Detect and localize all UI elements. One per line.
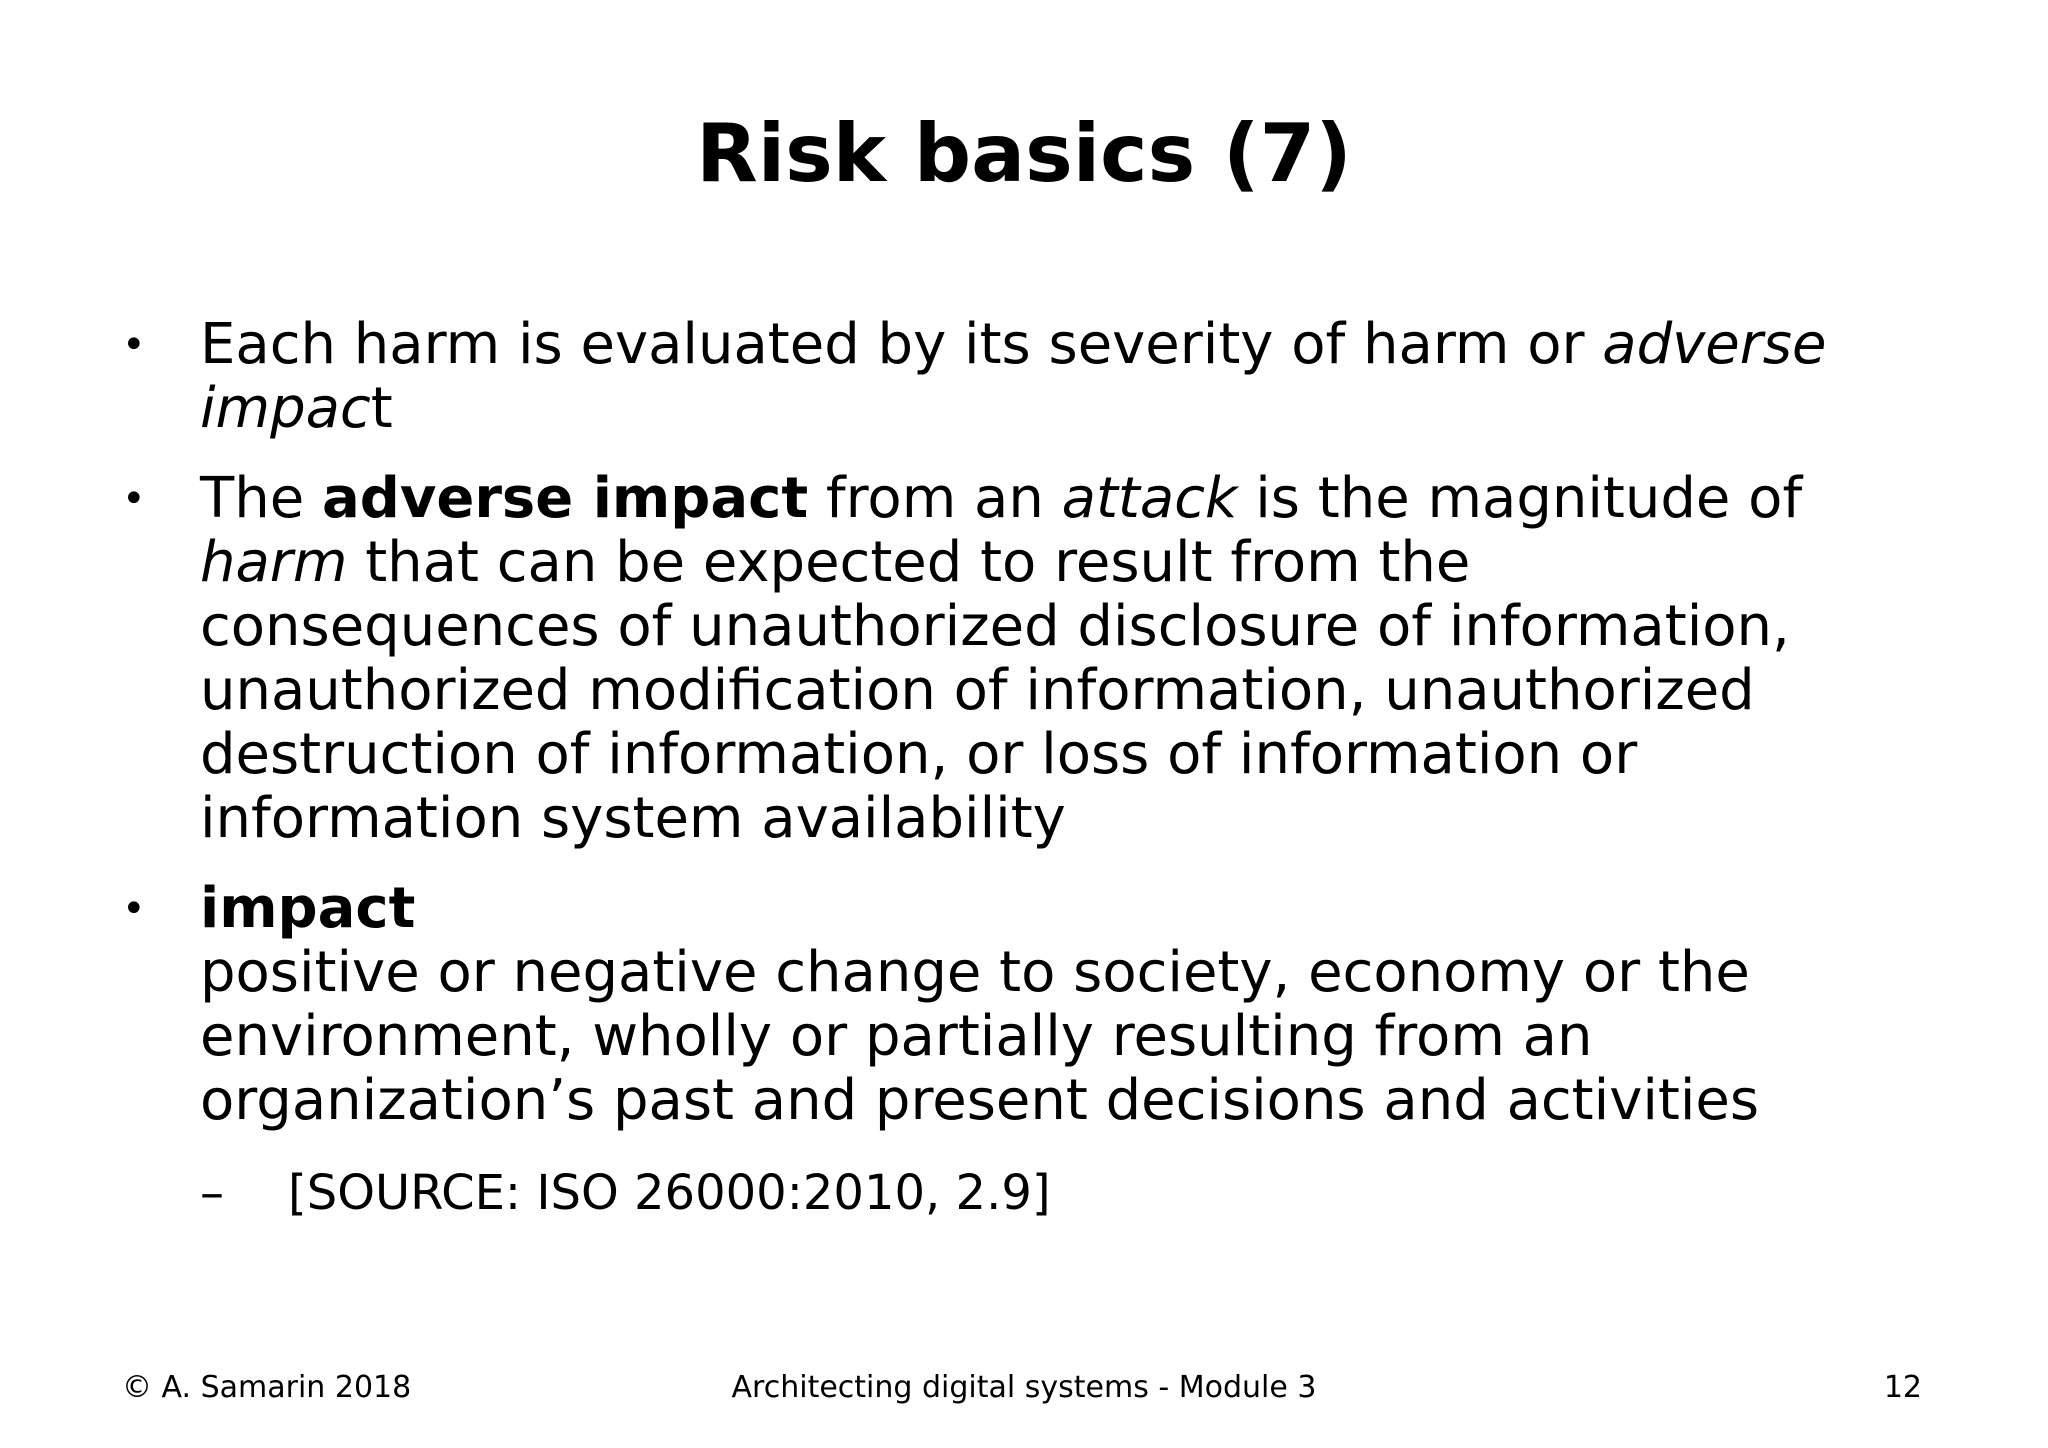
text-run: The [200, 466, 322, 531]
source-reference [200, 1163, 1942, 1223]
bullet-line [200, 377, 1942, 441]
bullet-line: destruction of information, or loss of information or [200, 722, 1638, 787]
definition-term: impact [200, 876, 416, 941]
bullet-line [200, 467, 1942, 531]
emphasis-text: attack [1061, 466, 1238, 531]
bullet-list [122, 313, 1942, 1223]
bullet-line [200, 313, 1942, 377]
definition-line: environment, wholly or partially resulting from an [200, 1004, 1593, 1069]
bullet-line [200, 531, 1942, 595]
bold-term: adverse impact [321, 466, 809, 531]
emphasis-text: harm [200, 530, 348, 595]
emphasis-text: impac [200, 376, 371, 441]
text-run: is the magnitude of [1237, 466, 1803, 531]
text-run: that can be expected to result from the [347, 530, 1471, 595]
definition-line: organization’s past and present decisions and activities [200, 1068, 1760, 1133]
bullet-icon: • [122, 322, 146, 368]
bullet-icon: • [122, 476, 146, 522]
text-run: Each harm is evaluated by its severity of harm or [200, 312, 1603, 377]
source-text: [SOURCE: ISO 26000:2010, 2.9] [288, 1165, 1051, 1221]
text-run: t [370, 376, 393, 441]
footer-course-title: Architecting digital systems - Module 3 [731, 1370, 1317, 1405]
bullet-item-adverse-impact [122, 467, 1942, 851]
bullet-icon: • [122, 886, 146, 932]
footer-page-number: 12 [1883, 1370, 1922, 1405]
text-run: from an [808, 466, 1062, 531]
emphasis-text: adverse [1602, 312, 1827, 377]
bullet-line: unauthorized modification of information, unauthorized [200, 658, 1755, 723]
bullet-line: consequences of unauthorized disclosure of information, [200, 594, 1790, 659]
dash-icon: – [200, 1165, 224, 1221]
definition-line: positive or negative change to society, economy or the [200, 940, 1750, 1005]
bullet-item-severity [122, 313, 1942, 441]
bullet-line: information system availability [200, 786, 1066, 851]
footer-copyright: © A. Samarin 2018 [122, 1370, 412, 1405]
bullet-item-impact-definition [122, 877, 1942, 1223]
slide-title: Risk basics (7) [696, 107, 1352, 200]
